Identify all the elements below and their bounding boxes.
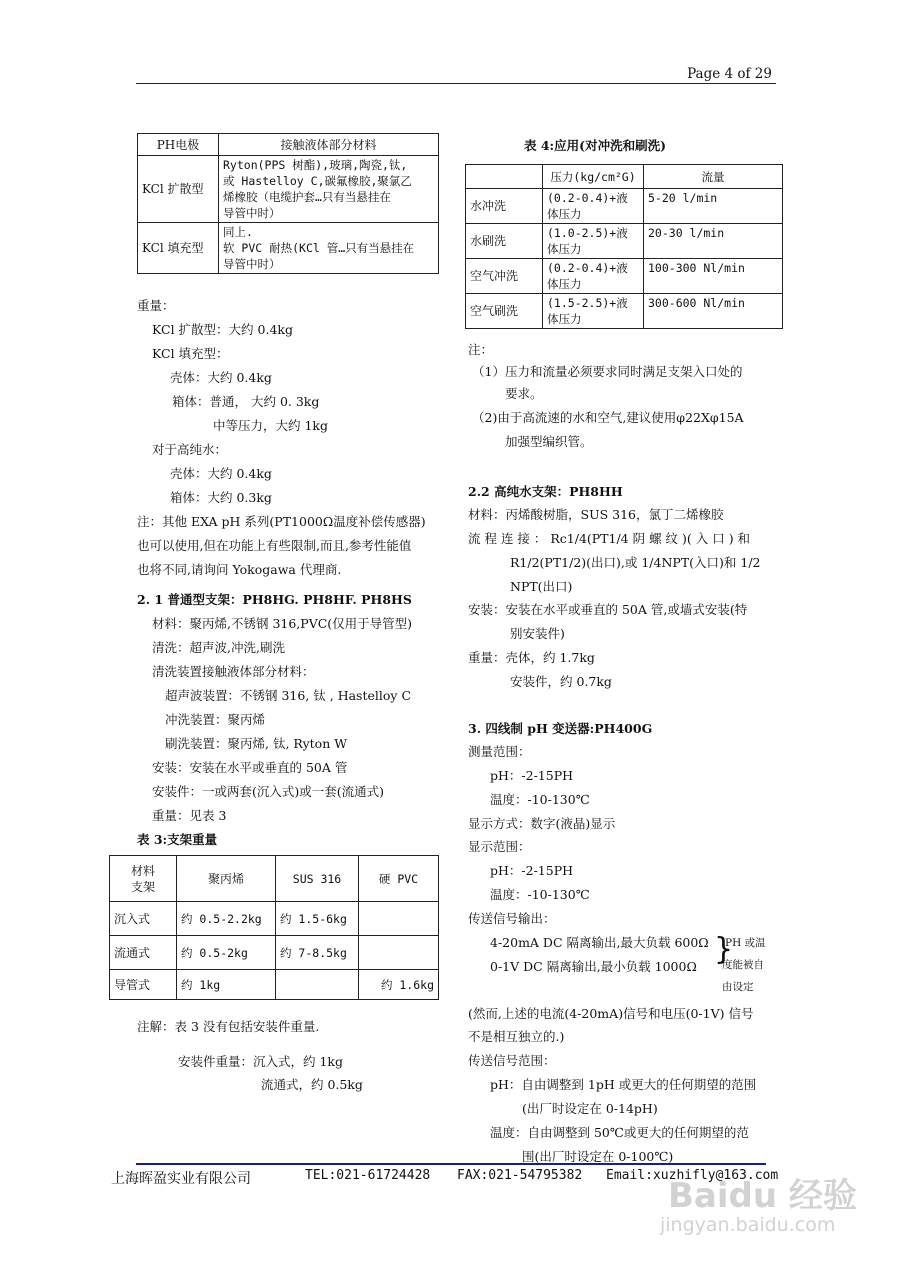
footer-rule <box>136 1163 766 1165</box>
bracket-weight-table <box>109 855 439 1000</box>
table-cell: Ryton(PPS 树酯),玻璃,陶瓷,钛, 或 Hastelloy C,碳氟橡胶,聚氯乙 烯橡胶（电缆护套…只有当悬挂在 导管中时） <box>219 156 439 223</box>
footer-fax: FAX:021-54795382 <box>457 1168 583 1183</box>
table-header: 流量 <box>644 165 783 189</box>
text-line: 传送信号输出： <box>468 911 556 926</box>
table-header: 材料 支架 <box>110 856 177 902</box>
text-line: 材料：丙烯酸树脂，SUS 316，氯丁二烯橡胶 <box>468 507 724 522</box>
text-line: 显示范围： <box>468 839 531 854</box>
watermark-logo: Baidu 经验 <box>668 1176 857 1216</box>
table-header: 接触液体部分材料 <box>219 134 439 156</box>
table-cell: 100-300 Nl/min <box>644 259 783 294</box>
table-cell: 约 1.6kg <box>359 970 439 1000</box>
table-row-label: 流通式 <box>110 936 177 970</box>
text-line: (出厂时设定在 0-14pH) <box>522 1101 658 1116</box>
section-title: 3. 四线制 pH 变送器:PH400G <box>468 721 653 736</box>
text-line: 别安装件) <box>510 626 565 641</box>
side-note: 由设定 <box>722 981 754 993</box>
watermark-url: jingyan.baidu.com <box>660 1214 836 1236</box>
table-cell: (1.5-2.5)+液 体压力 <box>543 294 644 329</box>
text-line: pH：-2-15PH <box>490 768 574 783</box>
table-row-label: 沉入式 <box>110 902 177 936</box>
text-line: 显示方式：数字(液晶)显示 <box>468 816 616 831</box>
text-line: 箱体：大约 0.3kg <box>170 490 272 505</box>
note-line: （1）压力和流量必须要求同时满足支架入口处的 <box>472 364 743 379</box>
text-line: pH：自由调整到 1pH 或更大的任何期望的范围 <box>490 1077 757 1092</box>
text-line: 4-20mA DC 隔离输出,最大负载 600Ω <box>490 935 709 950</box>
table-cell <box>359 902 439 936</box>
text-line: 安装：安装在水平或垂直的 50A 管 <box>152 760 348 775</box>
text-line: 重量：见表 3 <box>152 808 227 823</box>
table-title: 表 3:支架重量 <box>137 832 218 847</box>
table-row-label: 空气刷洗 <box>466 294 543 329</box>
table-row-label: 水刷洗 <box>466 224 543 259</box>
table-header: SUS 316 <box>276 856 359 902</box>
table-cell: 5-20 l/min <box>644 189 783 224</box>
table-cell: (0.2-0.4)+液 体压力 <box>543 259 644 294</box>
note-line: 注：其他 EXA pH 系列(PT1000Ω温度补偿传感器) <box>137 514 426 529</box>
application-table <box>465 164 783 329</box>
text-line: 流通式，约 0.5kg <box>261 1077 363 1092</box>
table-header <box>466 165 543 189</box>
table-cell: 300-600 Nl/min <box>644 294 783 329</box>
text-line: 清洗装置接触液体部分材料： <box>152 664 315 679</box>
section-title: 2.2 高纯水支架：PH8HH <box>468 484 623 499</box>
text-line: 流 程 连 接 ： Rc1/4(PT1/4 阴 螺 纹 )( 入 口 ) 和 <box>468 531 751 546</box>
page-number: Page 4 of 29 <box>687 66 772 82</box>
table-cell <box>276 970 359 1000</box>
text-line: 安装件，约 0.7kg <box>510 674 612 689</box>
text-line: 围(出厂时设定在 0-100℃) <box>522 1149 674 1164</box>
text-line: 传送信号范围： <box>468 1053 556 1068</box>
footer-tel: TEL:021-61724428 <box>305 1168 431 1183</box>
note-line: 要求。 <box>505 386 543 401</box>
table-title: 表 4:应用(对冲洗和刷洗) <box>524 138 666 153</box>
text-line: R1/2(PT1/2)(出口),或 1/4NPT(入口)和 1/2 <box>510 555 761 570</box>
table-row-label: 导管式 <box>110 970 177 1000</box>
note-line: （2)由于高流速的水和空气,建议使用φ22Xφ15A <box>472 410 744 425</box>
table-cell: 约 1kg <box>177 970 276 1000</box>
text-line: 测量范围： <box>468 744 531 759</box>
text-line: 冲洗装置：聚丙烯 <box>165 712 266 727</box>
table-cell: 同上. 软 PVC 耐热(KCl 管…只有当悬挂在 导管中时） <box>219 223 439 274</box>
table-header: 压力(kg/cm²G) <box>543 165 644 189</box>
text-line: 安装：安装在水平或垂直的 50A 管,或墙式安装(特 <box>468 602 748 617</box>
note-line: 也可以使用,但在功能上有些限制,而且,参考性能值 <box>137 538 412 553</box>
text-line: 刷洗装置：聚丙烯, 钛, Ryton W <box>165 736 348 751</box>
section-title: 2. 1 普通型支架：PH8HG. PH8HF. PH8HS <box>137 592 412 607</box>
brace-icon: } <box>714 932 734 967</box>
text-line: KCl 扩散型：大约 0.4kg <box>152 322 293 337</box>
note-line: 加强型编织管。 <box>505 434 593 449</box>
note-line: 也将不同,请询问 Yokogawa 代理商. <box>137 562 342 577</box>
text-line: 温度：-10-130℃ <box>490 887 590 902</box>
text-line: pH：-2-15PH <box>490 863 574 878</box>
table-header: 硬 PVC <box>359 856 439 902</box>
note-label: 注： <box>468 342 494 357</box>
table-note: 注解：表 3 没有包括安装件重量. <box>137 1019 320 1034</box>
text-line: 温度：自由调整到 50℃或更大的任何期望的范 <box>490 1125 749 1140</box>
text-line: 温度：-10-130℃ <box>490 792 590 807</box>
table-row-label: 空气冲洗 <box>466 259 543 294</box>
table-cell: (1.0-2.5)+液 体压力 <box>543 224 644 259</box>
text-line: 清洗：超声波,冲洗,刷洗 <box>152 640 285 655</box>
footer-company: 上海晖盈实业有限公司 <box>111 1171 251 1187</box>
table-header: PH电极 <box>138 134 219 156</box>
table-cell: 约 7-8.5kg <box>276 936 359 970</box>
table-header: 聚丙烯 <box>177 856 276 902</box>
table-cell: 20-30 l/min <box>644 224 783 259</box>
text-line: 安装件重量：沉入式，约 1kg <box>178 1054 344 1069</box>
text-line: 超声波装置：不锈钢 316, 钛 , Hastelloy C <box>165 688 412 703</box>
table-row-label: 水冲洗 <box>466 189 543 224</box>
text-line: KCl 填充型： <box>152 346 229 361</box>
text-line: (然而,上述的电流(4-20mA)信号和电压(0-1V) 信号 <box>468 1006 754 1021</box>
table-cell: 约 0.5-2kg <box>177 936 276 970</box>
weight-title: 重量： <box>137 298 175 313</box>
table-cell <box>359 936 439 970</box>
table-cell: 约 1.5-6kg <box>276 902 359 936</box>
footer-email: Email:xuzhifly@163.com <box>606 1168 779 1183</box>
text-line: 壳体：大约 0.4kg <box>170 370 272 385</box>
text-line: 0-1V DC 隔离输出,最小负载 1000Ω <box>490 959 697 974</box>
text-line: 不是相互独立的.) <box>468 1029 565 1044</box>
side-note: 度能被自 <box>722 959 764 971</box>
text-line: 材料：聚丙烯,不锈钢 316,PVC(仅用于导管型) <box>152 616 413 631</box>
text-line: 壳体：大约 0.4kg <box>170 466 272 481</box>
table-row-label: KCl 填充型 <box>138 223 219 274</box>
text-line: 箱体：普通， 大约 0. 3kg <box>172 394 320 409</box>
text-line: 中等压力，大约 1kg <box>213 418 329 433</box>
text-line: 对于高纯水： <box>152 442 228 457</box>
text-line: 重量：壳体，约 1.7kg <box>468 650 595 665</box>
table-cell: 约 0.5-2.2kg <box>177 902 276 936</box>
side-note: PH 或温 <box>725 937 766 949</box>
table-cell: (0.2-0.4)+液 体压力 <box>543 189 644 224</box>
material-table <box>137 133 439 274</box>
table-row-label: KCl 扩散型 <box>138 156 219 223</box>
header-rule <box>136 83 776 84</box>
text-line: NPT(出口) <box>510 579 573 594</box>
text-line: 安装件：一或两套(沉入式)或一套(流通式) <box>152 784 385 799</box>
